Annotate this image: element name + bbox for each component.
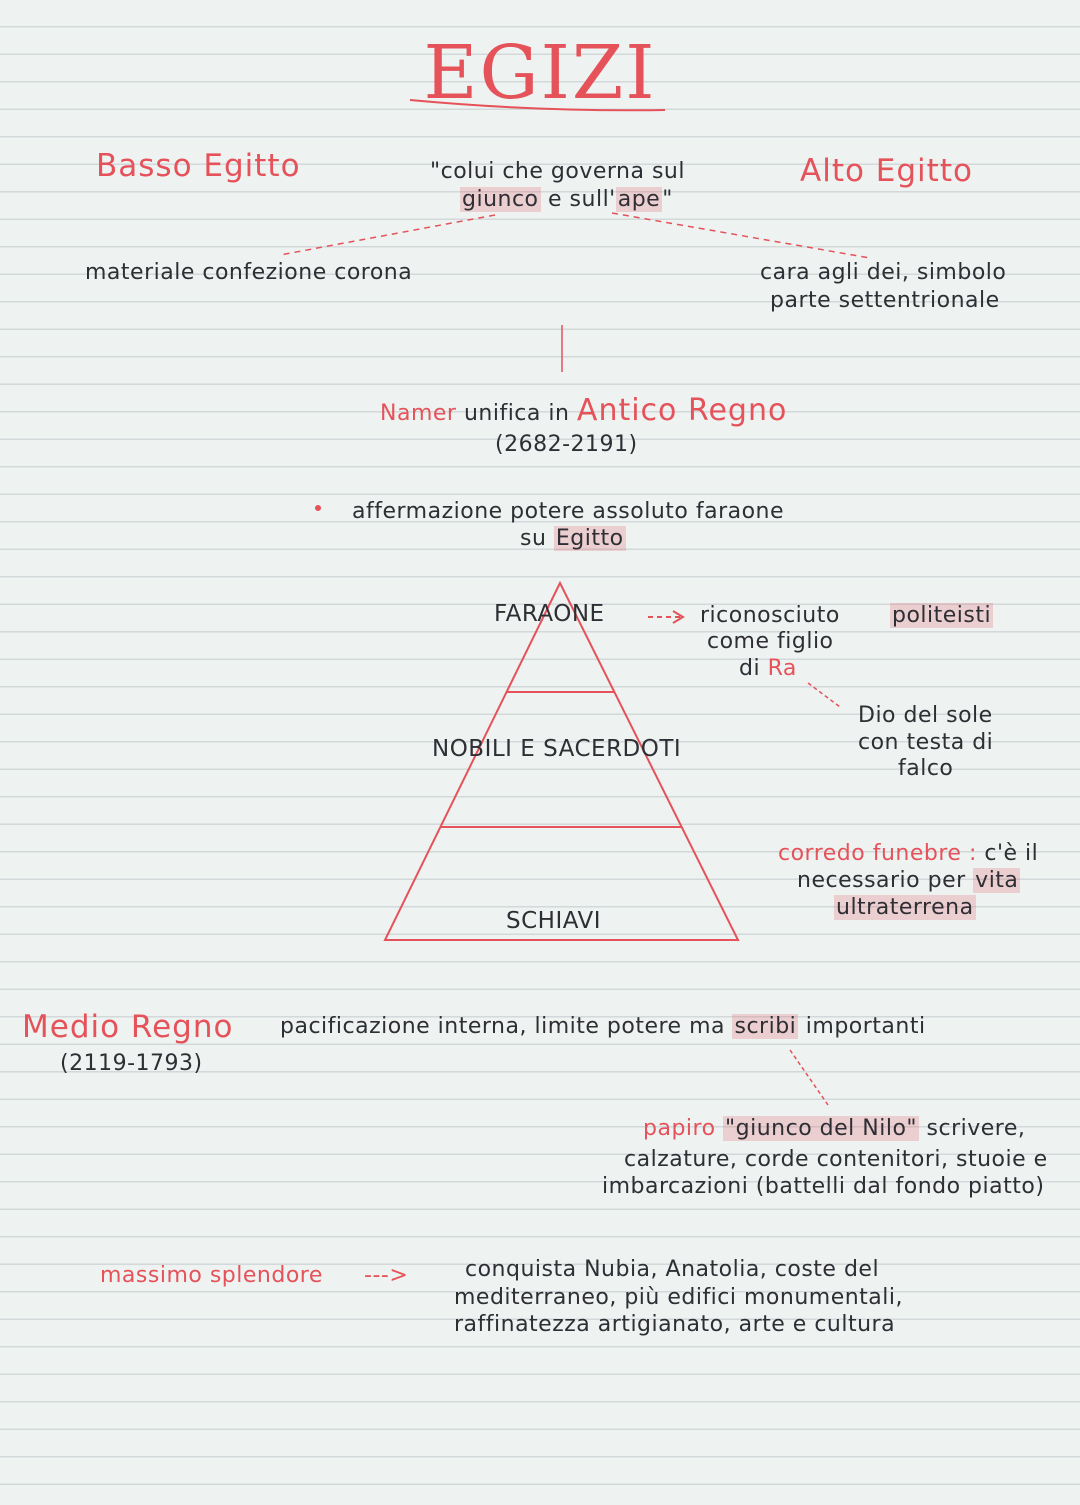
basso-egitto-heading: Basso Egitto	[96, 148, 301, 184]
alto-egitto-note-line2: parte settentrionale	[770, 288, 1000, 313]
quote-giunco: giunco	[462, 187, 539, 212]
quote-line1: "colui che governa sul	[430, 159, 685, 184]
bullet-dot	[315, 505, 321, 511]
connector-scribi	[790, 1050, 828, 1105]
splendore-label: massimo splendore	[100, 1263, 323, 1288]
papiro-giunco-nilo: "giunco del Nilo"	[725, 1116, 918, 1141]
corredo-line3	[834, 895, 976, 920]
ra-note-line3: falco	[898, 756, 954, 781]
papiro-label: papiro	[643, 1116, 716, 1141]
quote-middle: e sull'	[540, 187, 616, 212]
faraone-note-line1: riconosciuto	[700, 603, 840, 628]
corredo-necessario: necessario per	[797, 868, 974, 893]
ra-label: Ra	[767, 656, 797, 681]
papiro-line2: calzature, corde contenitori, stuoie e	[624, 1147, 1048, 1172]
medio-regno-heading: Medio Regno	[22, 1009, 234, 1045]
antico-regno-heading: Antico Regno	[576, 393, 788, 428]
quote-line2	[460, 187, 673, 212]
quote-ape: ape	[617, 187, 661, 212]
corredo-line1	[778, 841, 1038, 866]
page-title: EGIZI	[423, 30, 657, 116]
corredo-label: corredo funebre	[778, 841, 962, 866]
papiro-line1	[643, 1116, 1025, 1141]
splendore-line3: raffinatezza artigianato, arte e cultura	[454, 1312, 896, 1337]
pyramid-nobili: NOBILI E SACERDOTI	[432, 736, 682, 762]
medio-scribi: scribi	[734, 1014, 797, 1039]
pyramid-schiavi: SCHIAVI	[506, 908, 602, 934]
antico-regno-dates: (2682-2191)	[495, 432, 638, 457]
unifica-text: unifica in	[456, 401, 577, 426]
quote-end: "	[662, 187, 673, 212]
medio-desc-start: pacificazione interna, limite potere ma	[280, 1014, 733, 1039]
politeisti-text: politeisti	[892, 603, 992, 628]
faraone-note-line2: come figlio	[707, 629, 834, 654]
corredo-line1-rest: c'è il	[984, 841, 1039, 866]
antico-regno-line	[380, 393, 787, 428]
bullet-line2	[520, 526, 626, 551]
basso-egitto-note: materiale confezione corona	[85, 260, 413, 285]
bullet-line1: affermazione potere assoluto faraone	[352, 499, 785, 524]
connector-giunco	[280, 215, 495, 255]
bullet-su: su	[520, 526, 554, 551]
medio-regno-desc	[280, 1014, 926, 1039]
corredo-line2	[797, 868, 1020, 893]
papiro-line1-rest: scrivere,	[919, 1116, 1026, 1141]
pyramid-faraone: FARAONE	[494, 601, 605, 627]
corredo-vita: vita	[975, 868, 1019, 893]
ra-note-line2: con testa di	[858, 730, 994, 755]
corredo-ultraterrena: ultraterrena	[836, 895, 974, 920]
medio-regno-dates: (2119-1793)	[60, 1051, 203, 1076]
alto-egitto-heading: Alto Egitto	[800, 153, 973, 189]
connector-ra	[808, 683, 840, 707]
connector-ape	[612, 213, 870, 258]
alto-egitto-note-line1: cara agli dei, simbolo	[760, 260, 1007, 285]
splendore-arrow: --->	[364, 1263, 409, 1288]
medio-desc-end: importanti	[798, 1014, 926, 1039]
splendore-line2: mediterraneo, più edifici monumentali,	[454, 1285, 904, 1310]
papiro-line3: imbarcazioni (battelli dal fondo piatto)	[602, 1174, 1045, 1199]
faraone-note-line3	[739, 656, 797, 681]
politeisti-note	[890, 603, 993, 628]
namer-label: Namer	[380, 401, 457, 426]
splendore-line1: conquista Nubia, Anatolia, coste del	[465, 1257, 880, 1282]
corredo-sep: :	[961, 841, 985, 866]
faraone-di: di	[739, 656, 768, 681]
ra-note-line1: Dio del sole	[858, 703, 993, 728]
bullet-egitto: Egitto	[555, 526, 624, 551]
